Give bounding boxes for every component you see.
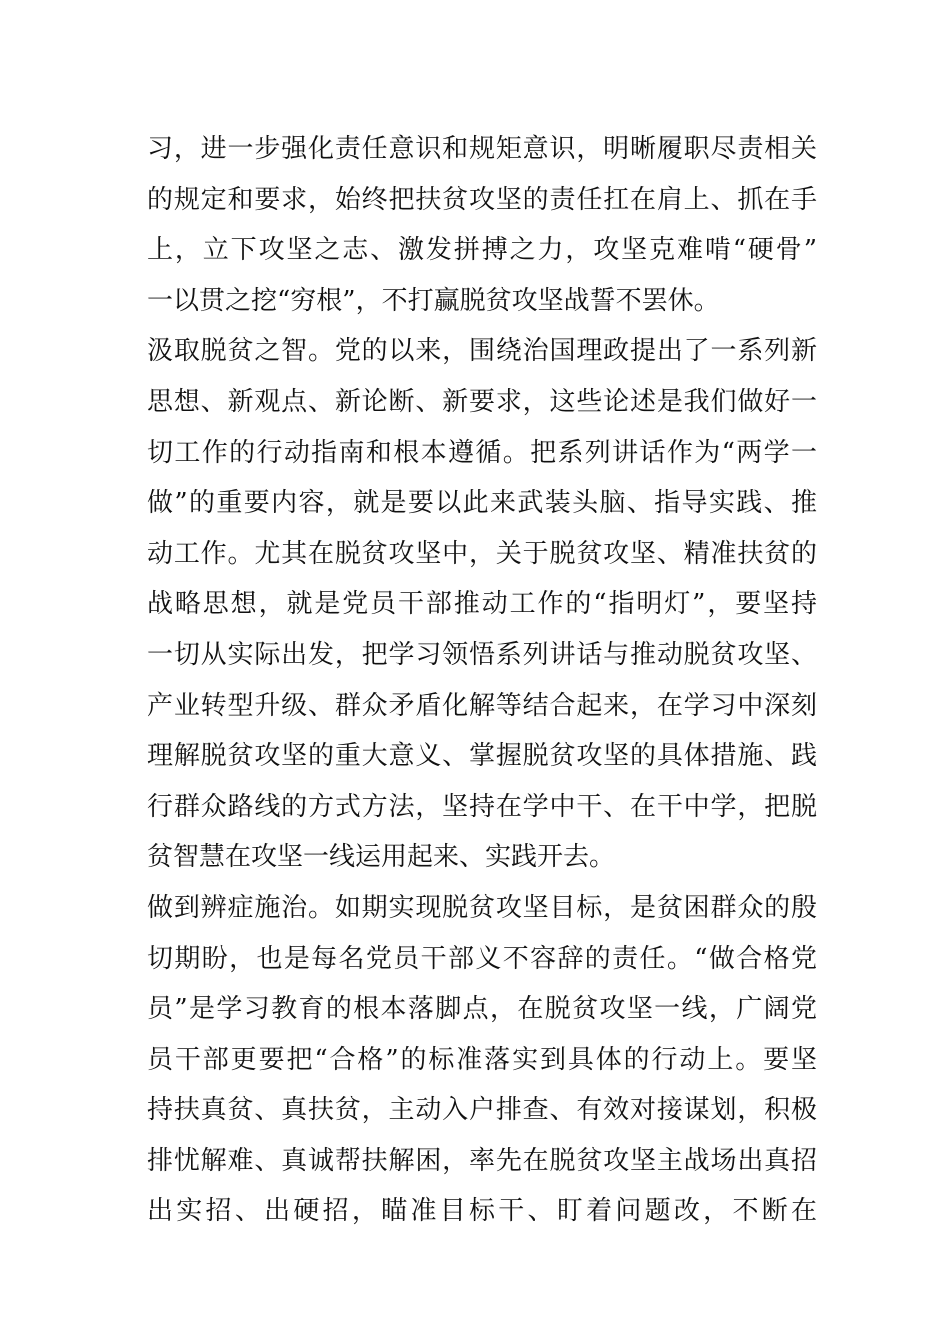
text-line: 做到辨症施治。如期实现脱贫攻坚目标，是贫困群众的殷	[147, 892, 817, 923]
text-line: 切期盼，也是每名党员干部义不容辞的责任。“做合格党	[147, 943, 817, 974]
text-line: 贫智慧在攻坚一线运用起来、实践开去。	[147, 842, 616, 873]
paragraph-2	[147, 326, 817, 883]
document-body	[147, 124, 817, 1237]
text-line: 动工作。尤其在脱贫攻坚中，关于脱贫攻坚、精准扶贫的	[147, 538, 817, 569]
text-line: 排忧解难、真诚帮扶解困，率先在脱贫攻坚主战场出真招	[147, 1145, 817, 1176]
text-line: 员干部更要把“合格”的标准落实到具体的行动上。要坚	[147, 1044, 817, 1075]
text-line: 习，进一步强化责任意识和规矩意识，明晰履职尽责相关	[147, 134, 817, 164]
text-line: 思想、新观点、新论断、新要求，这些论述是我们做好一	[147, 386, 817, 417]
text-line: 切工作的行动指南和根本遵循。把系列讲话作为“两学一	[147, 437, 817, 468]
text-line: 一切从实际出发，把学习领悟系列讲话与推动脱贫攻坚、	[147, 639, 817, 670]
text-line: 产业转型升级、群众矛盾化解等结合起来，在学习中深刻	[147, 690, 817, 721]
text-line: 的规定和要求，始终把扶贫攻坚的责任扛在肩上、抓在手	[147, 184, 817, 215]
text-line: 战略思想，就是党员干部推动工作的“指明灯”，要坚持	[147, 589, 817, 620]
text-line: 一以贯之挖“穷根”，不打赢脱贫攻坚战誓不罢休。	[147, 285, 720, 316]
text-line: 出实招、出硬招，瞄准目标干、盯着问题改，不断在	[147, 1196, 817, 1227]
paragraph-1	[147, 124, 817, 326]
paragraph-3	[147, 883, 817, 1237]
text-line: 理解脱贫攻坚的重大意义、掌握脱贫攻坚的具体措施、践	[147, 741, 817, 772]
text-line: 持扶真贫、真扶贫，主动入户排查、有效对接谋划，积极	[147, 1095, 817, 1126]
text-line: 汲取脱贫之智。党的以来，围绕治国理政提出了一系列新	[147, 336, 817, 367]
text-line: 做”的重要内容，就是要以此来武装头脑、指导实践、推	[147, 488, 817, 519]
text-line: 上，立下攻坚之志、激发拼搏之力，攻坚克难啃“硬骨”	[147, 235, 817, 266]
text-line: 员”是学习教育的根本落脚点，在脱贫攻坚一线，广阔党	[147, 994, 817, 1025]
text-line: 行群众路线的方式方法，坚持在学中干、在干中学，把脱	[147, 791, 817, 822]
